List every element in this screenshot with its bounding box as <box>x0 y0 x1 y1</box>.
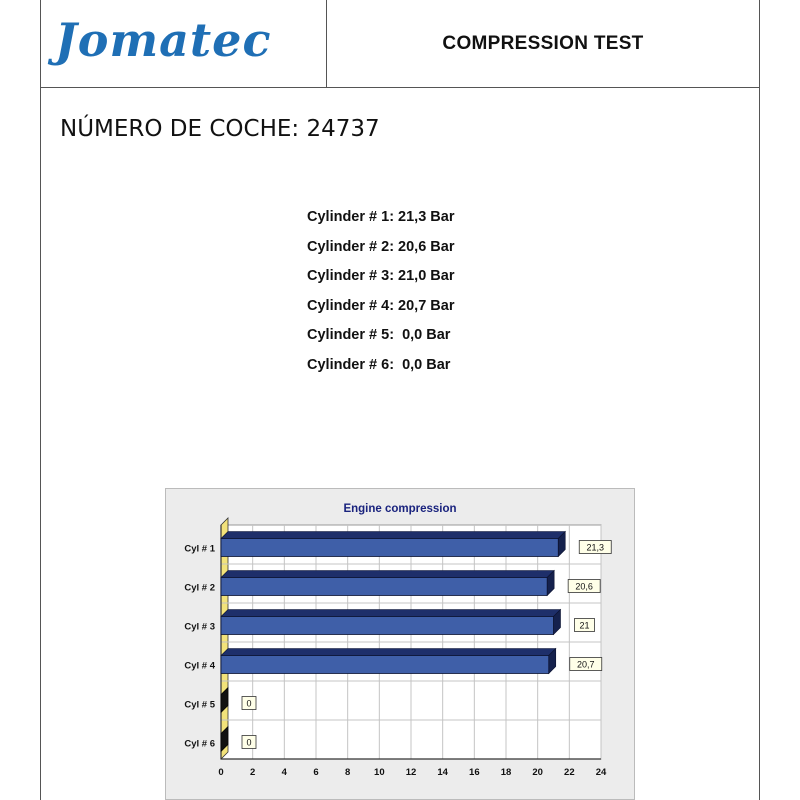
header-table <box>40 0 760 88</box>
x-tick-label: 4 <box>281 767 287 778</box>
y-tick-label: Cyl # 1 <box>184 543 215 555</box>
cylinder-reading: Cylinder # 2: 20,6 Bar <box>307 238 455 255</box>
brand-logo: Jomatec <box>55 13 272 67</box>
x-tick-label: 10 <box>374 767 385 778</box>
x-tick-label: 2 <box>250 767 256 778</box>
engine-compression-chart <box>165 488 635 800</box>
data-label: 0 <box>246 698 252 709</box>
cylinder-readings <box>307 206 455 384</box>
data-label: 20,7 <box>576 659 595 670</box>
bar <box>221 617 554 635</box>
x-tick-label: 18 <box>500 767 512 778</box>
x-tick-label: 16 <box>469 767 480 778</box>
bar-top-face <box>221 649 556 656</box>
chart-canvas <box>166 489 634 799</box>
y-tick-label: Cyl # 4 <box>184 660 215 672</box>
data-label: 21 <box>579 620 590 631</box>
cylinder-reading: Cylinder # 4: 20,7 Bar <box>307 297 455 314</box>
bar <box>221 656 549 674</box>
x-tick-label: 22 <box>564 767 575 778</box>
frame-right-border <box>759 88 760 800</box>
title-cell <box>327 0 759 87</box>
bar-top-face <box>221 571 554 578</box>
cylinder-reading: Cylinder # 3: 21,0 Bar <box>307 268 455 285</box>
x-tick-label: 6 <box>313 767 319 778</box>
logo-cell <box>41 0 327 87</box>
frame-left-border <box>40 88 41 800</box>
data-label: 20,6 <box>575 581 593 592</box>
bar-top-face <box>221 610 561 617</box>
bar <box>221 539 558 557</box>
bar <box>221 578 547 596</box>
y-tick-label: Cyl # 6 <box>184 738 215 750</box>
y-tick-label: Cyl # 5 <box>184 699 215 711</box>
chart-title: Engine compression <box>343 503 457 515</box>
x-tick-label: 14 <box>437 767 448 778</box>
x-tick-label: 20 <box>532 767 543 778</box>
x-tick-label: 0 <box>218 767 224 778</box>
x-tick-label: 24 <box>595 767 607 778</box>
data-label: 21,3 <box>586 542 605 553</box>
bar-top-face <box>221 532 565 539</box>
cylinder-reading: Cylinder # 5: 0,0 Bar <box>307 327 451 344</box>
y-tick-label: Cyl # 3 <box>184 621 215 633</box>
car-number: NÚMERO DE COCHE: 24737 <box>60 116 380 142</box>
x-tick-label: 8 <box>345 767 351 778</box>
cylinder-reading: Cylinder # 1: 21,3 Bar <box>307 209 455 225</box>
y-tick-label: Cyl # 2 <box>184 582 215 594</box>
x-tick-label: 12 <box>405 767 417 778</box>
data-label: 0 <box>246 737 252 748</box>
document-title: COMPRESSION TEST <box>442 32 644 54</box>
cylinder-reading: Cylinder # 6: 0,0 Bar <box>307 356 451 373</box>
